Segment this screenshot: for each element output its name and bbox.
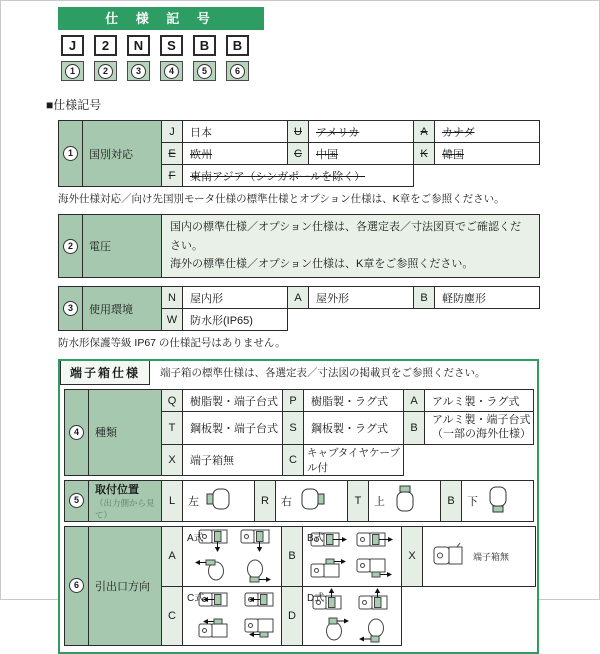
row-label: 使用環境 — [83, 287, 162, 331]
row-number-cell — [65, 480, 89, 521]
motor-box-bottom-icon — [483, 485, 513, 516]
spec-letter-box: B — [226, 35, 249, 56]
code-cell: B — [404, 412, 425, 445]
code-cell: B — [282, 526, 303, 586]
code-cell: A — [288, 287, 309, 309]
code-cell: A — [414, 121, 435, 143]
outlet-b-label: B式 — [307, 533, 324, 545]
circled-number: 5 — [69, 493, 84, 508]
row-label: 電圧 — [83, 215, 162, 278]
value-cell: 屋外形 — [309, 287, 414, 309]
outlet-x-text: 端子箱無 — [473, 551, 510, 562]
voltage-text-cell — [162, 215, 540, 278]
value-cell — [276, 480, 348, 521]
value-cell: 中国 — [309, 143, 414, 165]
outlet-d-label: D式 — [307, 592, 325, 604]
code-cell: Q — [162, 390, 183, 412]
spec-number-box — [226, 61, 249, 81]
code-cell: S — [283, 412, 304, 445]
row-number-cell — [59, 287, 83, 331]
row-number-cell — [65, 390, 89, 476]
value-cell: 韓国 — [435, 143, 540, 165]
code-cell: T — [162, 412, 183, 445]
table-outlet-direction — [64, 526, 536, 646]
terminal-box-note: 端子箱の標準仕様は、各選定表／寸法図の掲載頁をご参照ください。 — [160, 367, 486, 380]
value-cell: キャブタイヤケーブル付 — [304, 444, 404, 475]
code-cell: C — [162, 586, 183, 645]
circled-number: 2 — [63, 239, 78, 254]
spec-letter-box: 2 — [94, 35, 117, 56]
mounting-position-sublabel: （出力側から見て） — [95, 497, 155, 520]
empty-area — [414, 165, 540, 187]
outlet-x-diagram-icon — [433, 542, 467, 571]
circled-number: 4 — [164, 64, 179, 79]
code-cell: L — [162, 480, 183, 521]
note-environment: 防水形保護等級 IP67 の仕様記号はありません。 — [58, 337, 286, 350]
terminal-box-header — [60, 361, 537, 385]
code-cell: C — [283, 444, 304, 475]
table-country — [58, 120, 540, 187]
spec-code-title: 仕 様 記 号 — [58, 7, 264, 30]
outlet-c-cell — [183, 586, 282, 645]
position-right-label: 右 — [281, 495, 292, 508]
position-bottom-label: 下 — [467, 495, 478, 508]
outlet-d-cell — [303, 586, 402, 645]
spec-number-box — [127, 61, 150, 81]
circled-number: 3 — [63, 301, 78, 316]
code-cell: J — [162, 121, 183, 143]
value-cell: 端子箱無 — [183, 444, 283, 475]
code-cell: B — [441, 480, 462, 521]
value-cell: 日本 — [183, 121, 288, 143]
row-label: 種類 — [89, 390, 162, 476]
code-cell: F — [162, 165, 183, 187]
value-cell — [369, 480, 441, 521]
code-cell: A — [162, 526, 183, 586]
code-cell: T — [348, 480, 369, 521]
spec-letter-box: B — [193, 35, 216, 56]
table-environment — [58, 286, 540, 331]
type-b-line2: （一部の海外仕様） — [432, 427, 531, 440]
row-label: 国別対応 — [83, 121, 162, 187]
code-cell: X — [162, 444, 183, 475]
spec-letter-box: S — [160, 35, 183, 56]
value-cell: カナダ — [435, 121, 540, 143]
value-cell: 防水形(IP65) — [183, 309, 288, 331]
code-cell: K — [414, 143, 435, 165]
row-number-cell — [59, 215, 83, 278]
section-heading: ■仕様記号 — [46, 98, 102, 112]
code-cell: N — [162, 287, 183, 309]
code-cell: W — [162, 309, 183, 331]
outlet-a-cell — [183, 526, 282, 586]
outlet-c-label: C式 — [187, 592, 205, 604]
code-cell: B — [414, 287, 435, 309]
table-voltage — [58, 214, 540, 278]
circled-number: 6 — [230, 64, 245, 79]
voltage-line-1: 国内の標準仕様／オプション仕様は、各選定表／寸法図頁でご確認ください。 — [170, 221, 522, 252]
value-cell: 樹脂製・端子台式 — [183, 390, 283, 412]
value-cell: 樹脂製・ラグ式 — [304, 390, 404, 412]
table-mounting-position — [64, 480, 534, 522]
code-cell: R — [255, 480, 276, 521]
row-number-cell — [59, 121, 83, 187]
row-label — [89, 480, 162, 521]
code-cell: X — [402, 526, 423, 586]
motor-box-top-icon — [390, 485, 420, 516]
spec-number-box — [94, 61, 117, 81]
value-cell: 欧州 — [183, 143, 288, 165]
spec-code-letters — [61, 35, 264, 56]
spec-number-box — [61, 61, 84, 81]
empty-area — [404, 444, 534, 475]
table-type — [64, 389, 534, 476]
spec-letter-box: J — [61, 35, 84, 56]
circled-number: 6 — [69, 578, 84, 593]
value-cell — [425, 412, 534, 445]
row-label: 引出口方向 — [89, 526, 162, 645]
value-cell: 東南アジア（シンガポールを除く） — [183, 165, 414, 187]
circled-number: 1 — [63, 146, 78, 161]
position-left-label: 左 — [188, 495, 199, 508]
circled-number: 3 — [131, 64, 146, 79]
voltage-line-2: 海外の標準仕様／オプション仕様は、K章をご参照ください。 — [170, 258, 474, 271]
position-top-label: 上 — [374, 495, 385, 508]
terminal-box-section — [58, 359, 539, 654]
circled-number: 1 — [65, 64, 80, 79]
spec-number-box — [193, 61, 216, 81]
value-cell: 鋼板製・端子台式 — [183, 412, 283, 445]
code-cell: E — [162, 143, 183, 165]
value-cell: 屋内形 — [183, 287, 288, 309]
value-cell: 鋼板製・ラグ式 — [304, 412, 404, 445]
value-cell — [462, 480, 534, 521]
empty-area — [288, 309, 540, 331]
outlet-a-label: A式 — [187, 533, 204, 545]
value-cell: アメリカ — [309, 121, 414, 143]
circled-number: 2 — [98, 64, 113, 79]
code-cell: C — [288, 143, 309, 165]
motor-box-left-icon — [204, 486, 234, 515]
code-cell: D — [282, 586, 303, 645]
circled-number: 5 — [197, 64, 212, 79]
code-cell: A — [404, 390, 425, 412]
terminal-box-title: 端子箱仕様 — [60, 361, 150, 385]
mounting-position-label: 取付位置 — [95, 483, 139, 496]
motor-box-right-icon — [297, 486, 327, 515]
note-country: 海外仕様対応／向け先国別モータ仕様の標準仕様とオプション仕様は、K章をご参照ください。 — [58, 193, 505, 205]
code-cell: U — [288, 121, 309, 143]
type-b-line1: アルミ製・端子台式 — [432, 414, 531, 427]
empty-area — [402, 586, 536, 645]
outlet-x-cell — [423, 526, 536, 586]
code-cell: P — [283, 390, 304, 412]
value-cell: アルミ製・ラグ式 — [425, 390, 534, 412]
value-cell — [183, 480, 255, 521]
spec-letter-box: N — [127, 35, 150, 56]
row-number-cell — [65, 526, 89, 645]
outlet-b-cell — [303, 526, 402, 586]
spec-code-block — [58, 7, 264, 81]
spec-code-numbers — [61, 61, 264, 81]
value-cell: 軽防塵形 — [435, 287, 540, 309]
circled-number: 4 — [69, 425, 84, 440]
spec-number-box — [160, 61, 183, 81]
